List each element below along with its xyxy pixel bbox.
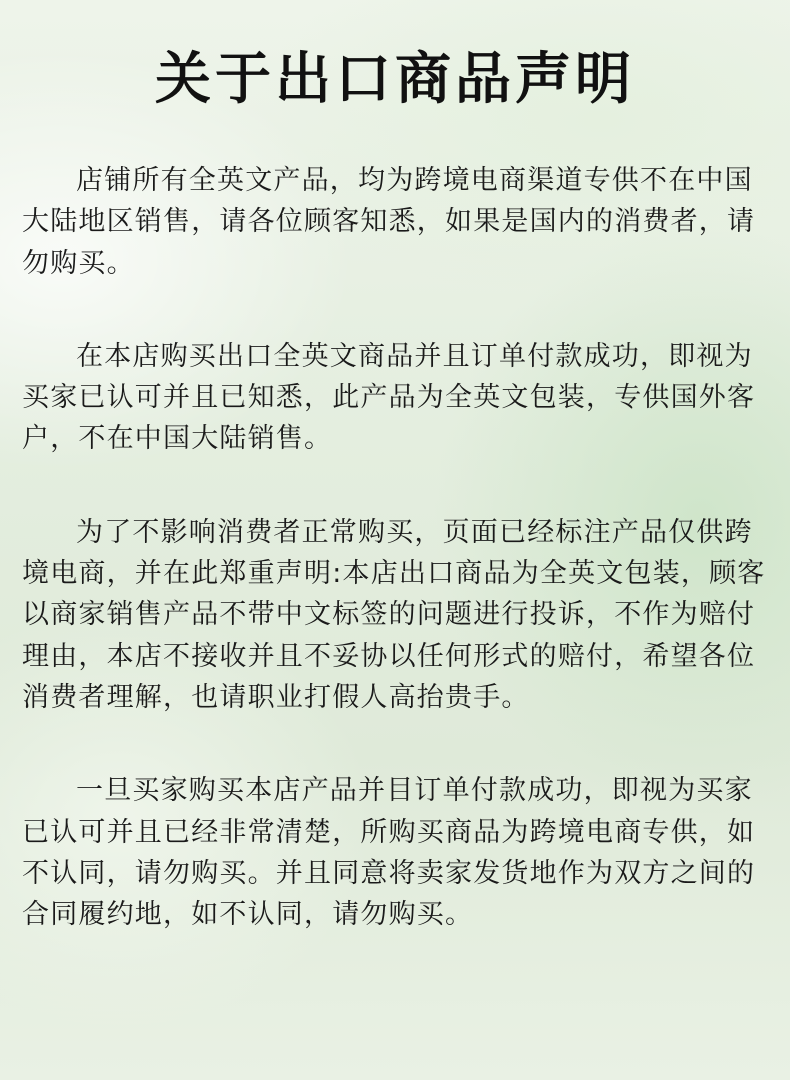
- statement-body: [22, 160, 768, 935]
- paragraph-1: 店铺所有全英文产品，均为跨境电商渠道专供不在中国大陆地区销售，请各位顾客知悉，如果是国内的消费者，请勿购买。: [22, 165, 756, 279]
- paragraph-2: 在本店购买出口全英文商品并且订单付款成功，即视为买家已认可并且已知悉，此产品为全英文包装，专供国外客户，不在中国大陆销售。: [22, 340, 756, 455]
- paragraph-4: 一旦买家购买本店产品并目订单付款成功，即视为买家已认可并且已经非常清楚，所购买商品为跨境电商专供，如不认同，请勿购买。并且同意将卖家发货地作为双方之间的合同履约地，如不认同，请勿购买。: [22, 775, 756, 931]
- paragraph-3: 为了不影响消费者正常购买，页面已经标注产品仅供跨境电商，并在此郑重声明:本店出口商品为全英文包装，顾客以商家销售产品不带中文标签的问题进行投诉，不作为赔付理由，本店不接收并且不妥协以任何形式的赔付，希望各位消费者理解，也请职业打假人高抬贵手。: [22, 516, 766, 713]
- page-title: 关于出口商品声明: [155, 47, 635, 112]
